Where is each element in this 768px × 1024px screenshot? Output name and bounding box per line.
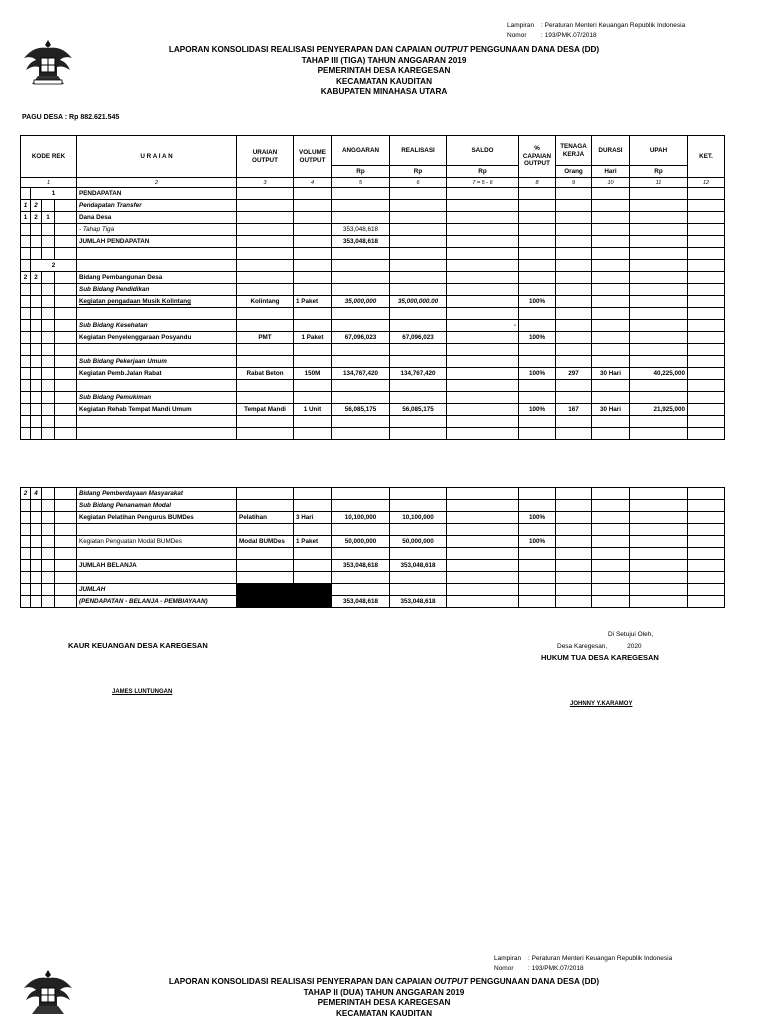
uraian-cell: JUMLAH [77,584,237,596]
title-line1-em: OUTPUT [434,45,468,54]
uraian-cell: Sub Bidang Pemukiman [77,392,237,404]
page2-title-line2: TAHAP II (DUA) TAHUN ANGGARAN 2019 [303,987,465,997]
table-row [21,404,725,416]
uraian-cell: Sub Bidang Penanaman Modal [77,500,237,512]
capaian-cell: 100% [519,404,556,416]
num-10: 10 [592,178,630,188]
nomor-value: : 193/PMK.07/2018 [541,32,597,39]
place-date: Desa Karegesan, 2020 [557,643,642,650]
output-cell: Kolintang [237,296,294,308]
uraian-cell: Sub Bidang Kesehatan [77,320,237,332]
num-4: 4 [294,178,332,188]
tenaga-cell: 297 [556,368,592,380]
num-3: 3 [237,178,294,188]
num-11: 11 [630,178,688,188]
page2-lampiran-meta [494,954,672,974]
uraian-cell: Dana Desa [77,212,237,224]
hukum-tua-name: JOHNNY Y.KARAMOY [570,701,633,707]
uraian-cell: - Tahap Tiga [77,224,237,236]
uraian-cell: Bidang Pembangunan Desa [77,272,237,284]
table-row [21,368,725,380]
title-line5: KABUPATEN MINAHASA UTARA [320,87,448,96]
col-durasi: DURASI [592,136,630,166]
uraian-cell: JUMLAH PENDAPATAN [77,236,237,248]
realisasi-cell: 353,048,618 [390,560,447,572]
num-9: 9 [556,178,592,188]
kode-cell: 1 [21,212,31,224]
nomor-label: Nomor [507,32,527,39]
kode-cell: 2 [31,212,42,224]
unit-tenaga: Orang [556,166,592,178]
kode-cell: 2 [31,260,77,272]
table-row [21,572,725,584]
table-row [21,260,725,272]
title-line1-post: PENGGUNAAN DANA DESA (DD) [467,45,600,54]
output-cell: Modal BUMDes [237,536,294,548]
table-row [21,428,725,440]
volume-cell: 1 Paket [294,536,332,548]
blacked-cell [294,584,332,596]
unit-upah: Rp [630,166,688,178]
unit-anggaran: Rp [332,166,390,178]
col-uraian: U R A I A N [77,136,237,178]
uraian-cell: JUMLAH BELANJA [77,560,237,572]
uraian-cell: Kegiatan Pelatihan Pengurus BUMDes [77,512,237,524]
saldo-cell: - [447,320,519,332]
page2-lampiran-value: : Peraturan Menteri Keuangan Republik Indonesia [528,955,673,962]
realisasi-cell: 353,048,618 [390,596,447,608]
table-row [21,224,725,236]
table-row [21,524,725,536]
kode-cell: 2 [31,200,42,212]
output-cell: PMT [237,332,294,344]
title-line1-pre: LAPORAN KONSOLIDASI REALISASI PENYERAPAN DAN CAPAIAN [168,45,435,54]
anggaran-cell: 353,048,618 [332,224,390,236]
realisasi-table [20,135,725,440]
table-row [21,188,725,200]
table-row [21,380,725,392]
table-row [21,284,725,296]
lampiran-value: : Peraturan Menteri Keuangan Republik Indonesia [541,22,686,29]
kode-cell: 2 [31,272,42,284]
table-row [21,308,725,320]
title-line2: TAHAP III (TIGA) TAHUN ANGGARAN 2019 [301,55,467,65]
title-line3: PEMERINTAH DESA KAREGESAN [317,66,451,75]
col-kode-rek: KODE REK [21,136,77,178]
uraian-cell: Sub Bidang Pendidikan [77,284,237,296]
upah-cell: 40,225,000 [630,368,688,380]
kode-cell: 1 [31,188,77,200]
anggaran-cell: 353,048,618 [332,596,390,608]
uraian-cell: Kegiatan Penguatan Modal BUMDes [77,536,237,548]
table-row [21,356,725,368]
output-cell: Rabat Beton [237,368,294,380]
uraian-cell: Bidang Pemberdayaan Masyarakat [77,488,237,500]
page2-report-title [0,977,768,1019]
uraian-cell: PENDAPATAN [77,188,237,200]
table-row [21,344,725,356]
approved-text: Di Setujui Oleh, [608,631,654,638]
table-row [21,212,725,224]
col-uraian-output: URAIAN OUTPUT [237,136,294,178]
report-title [0,45,768,98]
page2-nomor-value: : 193/PMK.07/2018 [528,965,584,972]
tenaga-cell: 167 [556,404,592,416]
table-row [21,548,725,560]
table-row [21,512,725,524]
pagu-desa: PAGU DESA : Rp 882.621.545 [22,114,120,121]
lampiran-meta [507,21,685,41]
col-volume-output: VOLUME OUTPUT [294,136,332,178]
realisasi-cell: 56,085,175 [390,404,447,416]
output-cell: Tempat Mandi [237,404,294,416]
table-row [21,320,725,332]
capaian-cell: 100% [519,296,556,308]
num-6: 6 [390,178,447,188]
hukum-tua-title: HUKUM TUA DESA KAREGESAN [541,653,659,662]
uraian-cell: Kegiatan Rehab Tempat Mandi Umum [77,404,237,416]
table-row [21,536,725,548]
table-row [21,200,725,212]
upah-cell: 21,925,000 [630,404,688,416]
kode-cell: 4 [31,488,42,500]
page2-nomor-label: Nomor [494,965,514,972]
kode-cell: 2 [21,488,31,500]
table-row [21,332,725,344]
blacked-cell [294,596,332,608]
uraian-cell: Sub Bidang Pekerjaan Umum [77,356,237,368]
num-5: 5 [332,178,390,188]
kode-cell: 1 [42,212,55,224]
blacked-cell [237,584,294,596]
capaian-cell: 100% [519,332,556,344]
capaian-cell: 100% [519,368,556,380]
num-8: 8 [519,178,556,188]
kaur-title: KAUR KEUANGAN DESA KAREGESAN [68,641,208,650]
table-row [21,236,725,248]
kode-cell: 2 [21,272,31,284]
durasi-cell: 30 Hari [592,368,630,380]
num-1: 1 [21,178,77,188]
col-capaian: % CAPAIAN OUTPUT [519,136,556,178]
volume-cell: 1 Paket [294,332,332,344]
table-row [21,584,725,596]
col-realisasi: REALISASI [390,136,447,166]
unit-saldo: Rp [447,166,519,178]
uraian-cell: Kegiatan Penyelenggaraan Posyandu [77,332,237,344]
col-anggaran: ANGGARAN [332,136,390,166]
col-tenaga-kerja: TENAGA KERJA [556,136,592,166]
page2-title-line4: KECAMATAN KAUDITAN [336,1008,432,1018]
num-7: 7 = 5 - 6 [447,178,519,188]
col-saldo: SALDO [447,136,519,166]
num-12: 12 [688,178,725,188]
num-2: 2 [77,178,237,188]
realisasi-table-continued [20,487,725,608]
anggaran-cell: 353,048,618 [332,236,390,248]
anggaran-cell: 56,085,175 [332,404,390,416]
table-row [21,500,725,512]
table-row [21,296,725,308]
table-row [21,416,725,428]
uraian-cell: Kegiatan Pemb.Jalan Rabat [77,368,237,380]
volume-cell: 1 Paket [294,296,332,308]
capaian-cell: 100% [519,536,556,548]
page2-title-line1-post: PENGGUNAAN DANA DESA (DD) [467,977,600,986]
realisasi-cell: 50,000,000 [390,536,447,548]
unit-durasi: Hari [592,166,630,178]
anggaran-cell: 134,767,420 [332,368,390,380]
uraian-cell: Pendapatan Transfer [77,200,237,212]
page2-title-line1-em: OUTPUT [434,977,468,986]
realisasi-cell: 10,100,000 [390,512,447,524]
realisasi-cell: 35,000,000.00 [390,296,447,308]
anggaran-cell: 50,000,000 [332,536,390,548]
page2-title-line1-pre: LAPORAN KONSOLIDASI REALISASI PENYERAPAN DAN CAPAIAN [168,977,435,986]
table-row [21,248,725,260]
volume-cell: 1 Unit [294,404,332,416]
anggaran-cell: 35,000,000 [332,296,390,308]
capaian-cell: 100% [519,512,556,524]
table-row [21,392,725,404]
table-row [21,560,725,572]
anggaran-cell: 67,096,023 [332,332,390,344]
unit-realisasi: Rp [390,166,447,178]
table-row [21,596,725,608]
realisasi-cell: 67,096,023 [390,332,447,344]
output-cell: Pelatihan [237,512,294,524]
volume-cell: 3 Hari [294,512,332,524]
table-row [21,272,725,284]
realisasi-cell: 134,767,420 [390,368,447,380]
anggaran-cell: 10,100,000 [332,512,390,524]
lampiran-label: Lampiran [507,22,535,29]
column-number-row [21,178,725,188]
volume-cell: 150M [294,368,332,380]
durasi-cell: 30 Hari [592,404,630,416]
title-line4: KECAMATAN KAUDITAN [336,76,432,86]
kode-cell: 1 [21,200,31,212]
uraian-cell: (PENDAPATAN - BELANJA - PEMBIAYAAN) [77,596,237,608]
page2-lampiran-label: Lampiran [494,955,522,962]
page2-title-line3: PEMERINTAH DESA KAREGESAN [317,998,451,1007]
table-row [21,488,725,500]
uraian-cell: Kegiatan pengadaan Musik Kolintang [77,296,237,308]
kaur-name: JAMES LUNTUNGAN [112,689,173,695]
blacked-cell [237,596,294,608]
col-upah: UPAH [630,136,688,166]
anggaran-cell: 353,048,618 [332,560,390,572]
col-ket: KET. [688,136,725,178]
